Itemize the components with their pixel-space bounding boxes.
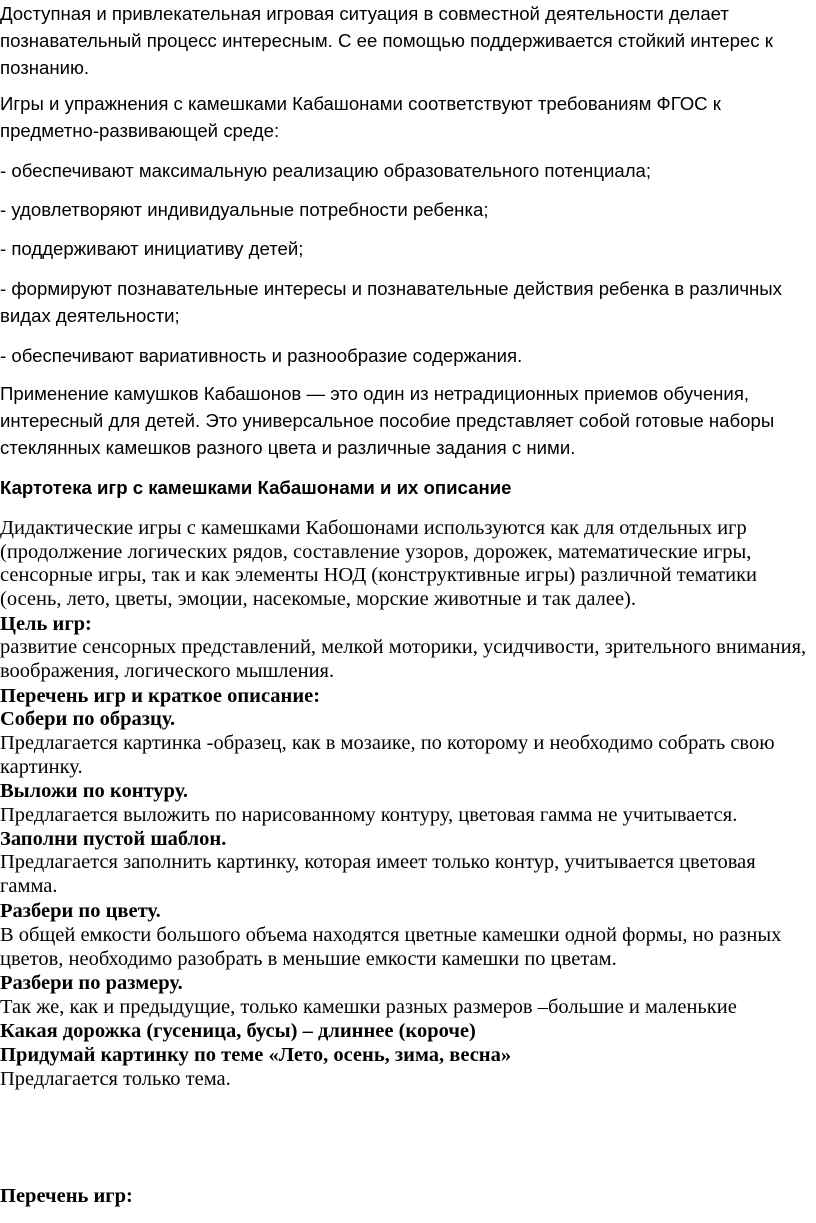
- bullet-2: - удовлетворяют индивидуальные потребности ребенка;: [0, 199, 489, 220]
- game-4-desc: В общей емкости большого объема находятся цветные камешки одной формы, но разных цветов, необходимо разобрать в меньшие емкости камешки по цветам.: [0, 924, 782, 970]
- bullet-5: - обеспечивают вариативность и разнообразие содержания.: [0, 345, 523, 366]
- game-2-title: Выложи по контуру.: [0, 780, 189, 802]
- section-heading: Картотека игр с камешками Кабашонами и их описание: [0, 477, 512, 498]
- bullet-1: - обеспечивают максимальную реализацию образовательного потенциала;: [0, 160, 652, 181]
- goal-title: Цель игр:: [0, 613, 92, 635]
- game-6-title: Какая дорожка (гусеница, бусы) – длиннее (короче): [0, 1020, 476, 1042]
- game-4-title: Разбери по цвету.: [0, 900, 161, 922]
- intro-paragraph-1: Доступная и привлекательная игровая ситуация в совместной деятельности делает познавательный процесс интересным. С ее помощью поддерживается стойкий интерес к познанию.: [0, 3, 773, 78]
- game-5-title: Разбери по размеру.: [0, 972, 183, 994]
- game-7-title: Придумай картинку по теме «Лето, осень, зима, весна»: [0, 1044, 512, 1066]
- game-1-desc: Предлагается картинка -образец, как в мозаике, по которому и необходимо собрать свою картинку.: [0, 732, 775, 778]
- final-games-title: Перечень игр:: [0, 1185, 133, 1207]
- bullet-3: - поддерживают инициативу детей;: [0, 238, 304, 259]
- game-1-title: Собери по образцу.: [0, 708, 176, 730]
- bullet-4: - формируют познавательные интересы и познавательные действия ребенка в различных видах деятельности;: [0, 278, 782, 326]
- game-3-desc: Предлагается заполнить картинку, которая имеет только контур, учитывается цветовая гамма.: [0, 851, 756, 897]
- games-list-title: Перечень игр и краткое описание:: [0, 685, 321, 707]
- game-2-desc: Предлагается выложить по нарисованному контуру, цветовая гамма не учитывается.: [0, 804, 738, 826]
- goal-text: развитие сенсорных представлений, мелкой моторики, усидчивости, зрительного внимания, воображения, логического мышления.: [0, 636, 807, 682]
- intro-paragraph-3: Применение камушков Кабашонов — это один из нетрадиционных приемов обучения, интересный для детей. Это универсальное пособие представляет собой готовые наборы стеклянных камешков разного цвета и различные задания с ними.: [0, 383, 775, 458]
- intro-paragraph-2: Игры и упражнения с камешками Кабашонами соответствуют требованиям ФГОС к предметно-развивающей среде:: [0, 93, 721, 141]
- game-5-desc: Так же, как и предыдущие, только камешки разных размеров –большие и маленькие: [0, 996, 737, 1018]
- game-3-title: Заполни пустой шаблон.: [0, 828, 227, 850]
- main-paragraph: Дидактические игры с камешками Кабошонами используются как для отдельных игр (продолжение логических рядов, составление узоров, дорожек, математические игры, сенсорные игры, так и как элементы НОД (конструктивные игры) различной тематики (осень, лето, цветы, эмоции, насекомые, морские животные и так далее).: [0, 517, 758, 610]
- game-7-desc: Предлагается только тема.: [0, 1068, 231, 1090]
